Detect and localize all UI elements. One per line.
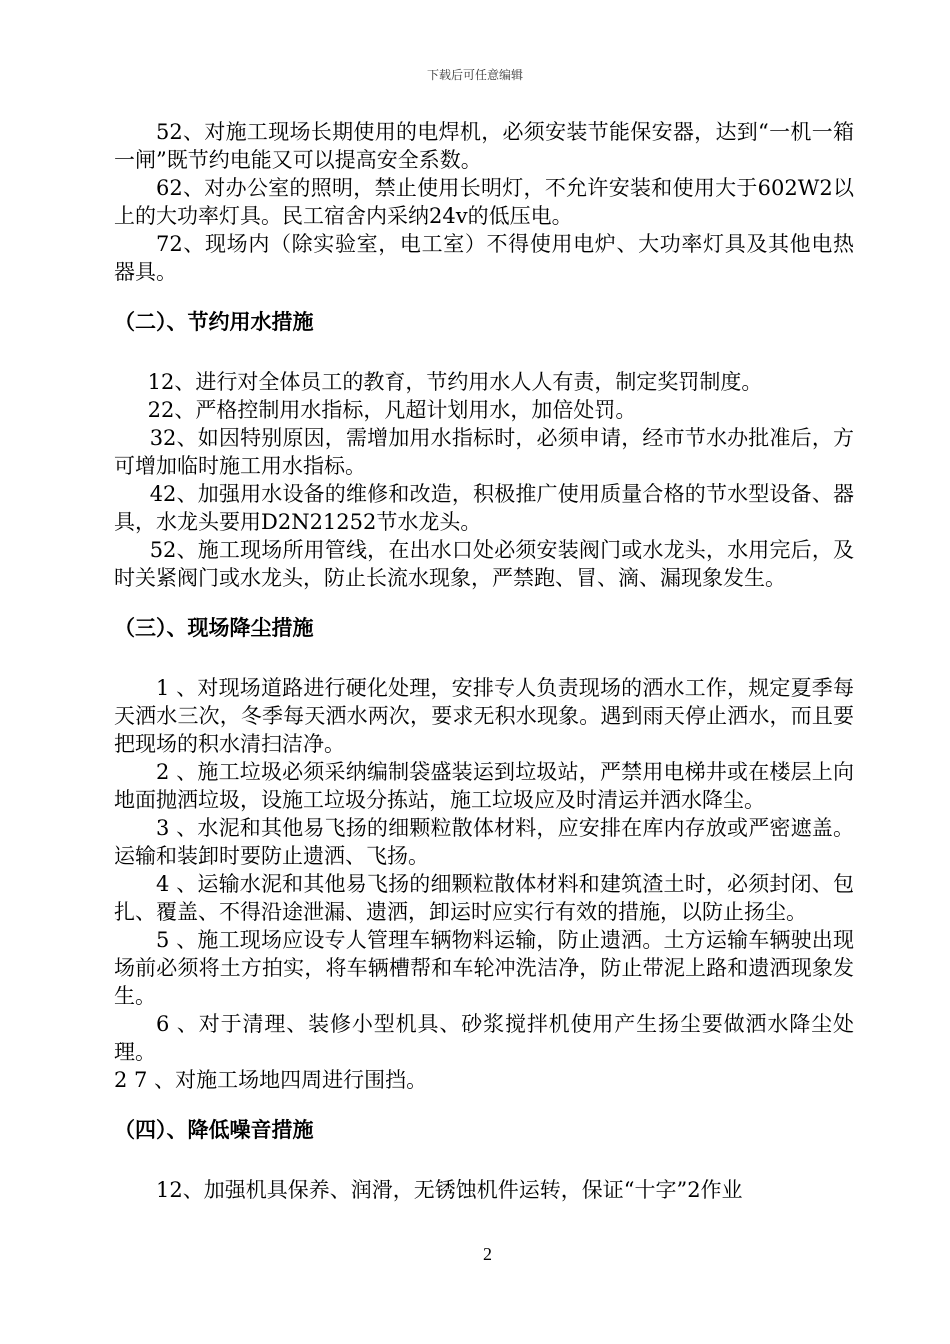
paragraph: 4 、运输水泥和其他易飞扬的细颗粒散体材料和建筑渣土时，必须封闭、包扎、覆盖、不得沿途泄漏、遗洒，卸运时应实行有效的措施，以防止扬尘。 (114, 872, 854, 924)
paragraph: 12、加强机具保养、润滑，无锈蚀机件运转，保证“十字”2作业 (156, 1178, 743, 1202)
paragraph: 42、加强用水设备的维修和改造，积极推广使用质量合格的节水型设备、器具，水龙头要用D2N21252节水龙头。 (114, 482, 854, 534)
paragraph: 62、对办公室的照明，禁止使用长明灯，不允许安装和使用大于602W2以上的大功率灯具。民工宿舍内采纳24v的低压电。 (114, 176, 854, 228)
paragraph: 2 7 、对施工场地四周进行围挡。 (114, 1068, 428, 1092)
section-heading: （二）、节约用水措施 (114, 310, 314, 334)
paragraph: 52、对施工现场长期使用的电焊机，必须安装节能保安器，达到“一机一箱一闸”既节约电能又可以提高安全系数。 (114, 120, 854, 172)
paragraph: 2 、施工垃圾必须采纳编制袋盛装运到垃圾站，严禁用电梯井或在楼层上向地面抛洒垃圾，设施工垃圾分拣站，施工垃圾应及时清运并洒水降尘。 (114, 760, 854, 812)
page-number: 2 (483, 1244, 492, 1264)
paragraph: 6 、对于清理、装修小型机具、砂浆搅拌机使用产生扬尘要做洒水降尘处理。 (114, 1012, 854, 1064)
paragraph: 12、进行对全体员工的教育，节约用水人人有责，制定奖罚制度。 (147, 370, 763, 394)
section-heading: （四）、降低噪音措施 (114, 1118, 314, 1142)
section-heading: （三）、现场降尘措施 (114, 616, 314, 640)
paragraph: 72、现场内（除实验室，电工室）不得使用电炉、大功率灯具及其他电热器具。 (114, 232, 854, 284)
document-body (114, 118, 854, 1204)
paragraph: 32、如因特别原因，需增加用水指标时，必须申请，经市节水办批准后，方可增加临时施工用水指标。 (114, 426, 854, 478)
page-header: 下载后可任意编辑 (426, 68, 523, 82)
paragraph: 5 、施工现场应设专人管理车辆物料运输，防止遗洒。土方运输车辆驶出现场前必须将土方拍实，将车辆槽帮和车轮冲洗洁净，防止带泥上路和遗洒现象发生。 (114, 928, 854, 1008)
paragraph: 22、严格控制用水指标，凡超计划用水，加倍处罚。 (147, 398, 637, 422)
paragraph: 3 、水泥和其他易飞扬的细颗粒散体材料，应安排在库内存放或严密遮盖。运输和装卸时要防止遗洒、飞扬。 (114, 816, 854, 868)
paragraph: 52、施工现场所用管线，在出水口处必须安装阀门或水龙头，水用完后，及时关紧阀门或水龙头，防止长流水现象，严禁跑、冒、滴、漏现象发生。 (114, 538, 854, 590)
paragraph: 1 、对现场道路进行硬化处理，安排专人负责现场的洒水工作，规定夏季每天洒水三次，冬季每天洒水两次，要求无积水现象。遇到雨天停止洒水，而且要把现场的积水清扫洁净。 (114, 676, 854, 756)
